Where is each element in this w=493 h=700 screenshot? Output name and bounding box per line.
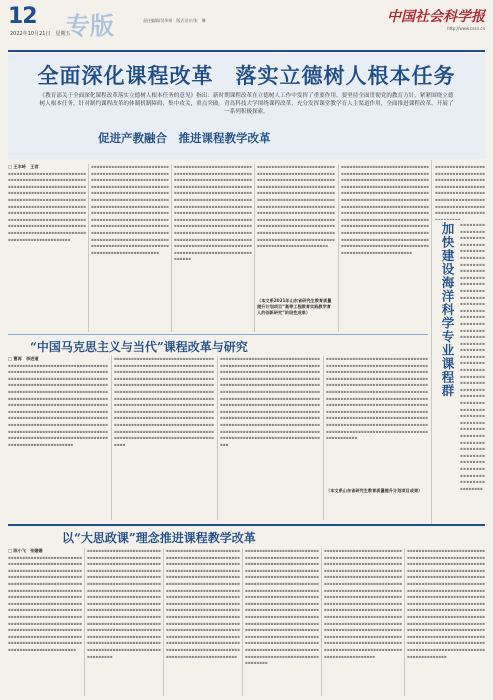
- column-rule: [163, 548, 164, 696]
- paper-url: http://www.cssn.cn: [447, 26, 485, 31]
- section-title: 专版: [66, 11, 114, 40]
- body-text-placeholder: ▪▪▪▪▪▪▪▪▪▪▪▪▪▪▪▪▪▪▪▪▪▪▪▪▪▪▪▪▪▪▪▪▪▪▪▪▪▪▪▪▪▪▪▪▪▪▪▪▪▪▪▪▪▪▪▪▪▪▪▪▪▪▪▪▪▪▪▪▪▪▪▪▪▪▪▪▪▪▪▪▪▪▪▪▪▪▪▪▪▪▪▪▪▪▪▪▪▪▪▪▪▪▪▪▪▪▪▪▪▪▪▪▪▪▪▪▪▪▪▪▪▪▪▪▪▪▪▪▪▪▪▪▪▪▪▪▪▪▪▪▪▪▪▪▪▪▪▪▪▪▪▪▪▪▪▪▪▪▪▪▪▪▪▪▪▪▪▪▪▪▪▪▪▪▪▪▪▪▪▪▪▪▪▪▪▪▪▪▪▪▪▪▪▪▪▪▪▪▪▪▪▪▪▪▪▪▪▪▪▪▪▪▪▪▪▪▪▪▪▪▪▪▪▪▪▪▪▪▪▪▪▪▪▪▪▪▪▪▪▪▪▪▪▪▪▪▪▪▪▪▪▪▪▪▪▪▪▪▪▪▪▪▪▪▪▪▪▪▪▪▪▪▪▪▪▪▪▪▪▪▪▪▪▪▪▪▪▪▪▪▪▪▪▪▪▪▪▪▪▪▪▪▪▪▪▪▪▪▪▪▪▪▪▪▪▪▪▪▪▪▪▪▪▪▪▪▪▪▪▪▪▪▪▪▪▪▪▪▪▪▪▪▪▪▪▪▪▪▪▪▪▪▪▪▪▪▪▪▪▪▪▪▪▪▪▪▪▪▪▪▪▪▪▪▪▪▪▪▪▪▪▪▪▪▪▪▪▪▪▪▪▪▪▪▪▪▪▪▪▪▪▪▪▪▪▪▪▪▪▪▪▪▪▪▪▪▪▪▪▪▪▪▪▪▪: [87, 548, 161, 659]
- article-3-col-5: [324, 548, 402, 696]
- article-1-fund-note: （本文系2021年山东省研究生教育质量提升计划项目“高等工程教育实践教学育人的创新研究”阶段性成果）: [257, 298, 332, 315]
- body-text-placeholder: ▪▪▪▪▪▪▪▪▪▪▪▪▪▪▪▪▪▪▪▪▪▪▪▪▪▪▪▪▪▪▪▪▪▪▪▪▪▪▪▪▪▪▪▪▪▪▪▪▪▪▪▪▪▪▪▪▪▪▪▪▪▪▪▪▪▪▪▪▪▪▪▪▪▪▪▪▪▪▪▪▪▪▪▪▪▪▪▪▪▪▪▪▪▪▪▪▪▪▪▪▪▪▪▪▪▪▪▪▪▪▪▪▪▪▪▪▪▪▪▪▪▪▪▪▪▪▪▪▪▪▪▪▪▪▪▪▪▪▪▪▪▪▪▪▪▪▪▪▪▪▪▪▪▪▪▪▪▪▪▪▪▪▪▪▪▪▪▪▪▪▪▪▪▪▪▪▪▪▪▪▪▪▪▪▪▪▪▪▪▪▪▪▪▪▪▪▪▪▪▪▪▪▪▪▪▪▪▪▪▪▪▪▪▪▪▪▪▪▪▪▪▪▪▪▪▪▪▪▪▪▪▪▪▪▪▪▪▪▪▪▪▪▪▪▪▪▪▪▪▪▪▪▪▪▪▪▪▪▪▪▪▪▪▪▪▪▪▪▪▪▪▪▪▪▪▪▪▪▪▪▪▪▪▪▪▪▪▪▪▪▪▪▪▪▪▪▪▪▪▪▪▪▪▪▪▪▪▪▪▪▪▪▪▪▪▪▪▪▪▪▪▪▪▪▪▪▪▪▪▪▪▪▪▪▪▪▪▪▪▪▪▪▪▪▪▪▪▪▪▪▪▪▪▪▪▪▪▪▪▪▪▪▪▪▪▪▪▪▪▪▪▪▪▪▪▪▪▪▪▪▪▪▪▪▪▪▪▪▪▪▪▪▪▪▪▪▪▪▪▪▪▪▪▪▪▪▪▪▪▪▪▪▪▪▪▪▪▪▪▪▪▪▪▪▪▪▪▪▪▪▪: [326, 356, 428, 441]
- editor-line: 责任编辑/吴华瑶 版式设计/张 琳: [143, 18, 206, 23]
- date-line: 2022年10月21日 星期五: [10, 31, 71, 37]
- article-1-col-4: [257, 164, 335, 296]
- body-text-placeholder: ▪▪▪▪▪▪▪▪▪▪▪▪▪▪▪▪▪▪▪▪▪▪▪▪▪▪▪▪▪▪▪▪▪▪▪▪▪▪▪▪▪▪▪▪▪▪▪▪▪▪▪▪▪▪▪▪▪▪▪▪▪▪▪▪▪▪▪▪▪▪▪▪▪▪▪▪▪▪▪▪▪▪▪▪▪▪▪▪▪▪▪▪▪▪▪▪▪▪▪▪▪▪▪▪▪▪▪▪▪▪▪▪▪▪▪▪▪▪▪▪▪▪▪▪▪▪▪▪▪▪▪▪▪▪▪▪▪▪▪▪▪▪▪▪▪▪▪▪▪▪▪▪▪▪▪▪▪▪▪▪▪▪▪▪▪▪▪▪▪▪▪▪▪▪▪▪▪▪▪▪▪▪▪▪▪▪▪▪▪▪▪▪▪▪▪▪▪▪▪▪▪▪▪▪▪▪▪▪▪▪▪▪▪▪▪▪▪▪▪▪▪▪▪▪▪▪▪▪▪▪▪▪▪▪▪▪▪▪▪▪▪▪▪▪▪▪▪▪▪▪▪▪▪▪▪▪▪▪▪▪▪▪▪▪▪▪▪▪▪▪▪▪▪▪▪▪▪▪▪▪▪▪▪▪▪▪▪▪▪▪▪▪▪▪▪▪▪▪▪▪▪▪▪▪▪▪▪▪▪▪▪▪▪▪▪▪▪▪▪▪▪▪▪▪▪▪▪▪▪▪▪▪▪▪▪▪▪▪▪▪▪▪▪▪▪▪▪▪▪▪▪▪▪▪▪▪▪▪▪▪▪▪▪▪▪▪▪▪▪▪▪▪▪▪▪: [91, 164, 169, 255]
- article-3-col-6: [407, 548, 485, 696]
- article-2-col-4: [326, 356, 428, 486]
- column-rule: [323, 356, 324, 520]
- body-text-placeholder: ▪▪▪▪▪▪▪▪▪▪▪▪▪▪▪▪▪▪▪▪▪▪▪▪▪▪▪▪▪▪▪▪▪▪▪▪▪▪▪▪▪▪▪▪▪▪▪▪▪▪▪▪▪▪▪▪▪▪▪▪▪▪▪▪▪▪▪▪▪▪▪▪▪▪▪▪▪▪▪▪▪▪▪▪▪▪▪▪▪▪▪▪▪▪▪▪▪▪▪▪▪▪▪▪▪▪▪▪▪▪▪▪▪▪▪▪▪▪▪▪▪▪▪▪▪▪▪▪▪▪▪▪▪▪▪▪▪▪▪▪▪▪▪▪▪▪▪▪▪▪▪▪▪▪▪▪▪▪▪▪▪▪▪▪▪▪▪▪▪▪▪▪▪▪▪▪▪▪▪▪▪▪▪▪▪▪▪▪▪▪▪▪▪▪▪▪▪▪▪▪▪▪▪▪▪▪▪▪▪▪▪▪▪▪▪▪▪▪▪▪▪▪▪▪▪▪▪▪▪▪▪▪▪▪▪▪▪▪▪▪▪▪▪▪▪▪▪▪▪▪▪▪▪▪▪▪▪▪▪▪▪▪▪▪▪▪▪▪▪▪▪▪▪▪▪▪▪▪▪▪▪▪▪▪▪▪▪▪▪▪▪▪▪▪▪▪▪▪▪▪▪▪▪▪▪▪▪▪▪▪▪▪▪▪▪▪▪▪▪▪▪▪▪▪▪▪▪▪▪▪▪▪▪▪▪▪▪▪▪▪▪▪▪▪▪▪▪▪▪▪▪▪▪▪▪▪▪▪▪▪▪▪▪▪▪▪▪▪▪▪▪▪▪▪▪▪▪▪▪▪▪▪▪▪▪▪▪▪▪▪▪▪▪▪▪▪▪▪▪▪▪▪▪▪▪▪▪▪▪▪▪▪▪▪▪▪▪▪▪▪▪▪▪▪▪▪▪▪▪▪▪▪▪▪▪▪▪▪▪▪▪▪▪▪▪▪▪▪▪▪: [245, 548, 319, 666]
- section-divider-bottom: [8, 524, 485, 526]
- article-1-col-2: [91, 164, 169, 332]
- body-text-placeholder: ▪▪▪▪▪▪▪▪▪▪▪▪▪▪▪▪▪▪▪▪▪▪▪▪▪▪▪▪▪▪▪▪▪▪▪▪▪▪▪▪▪▪▪▪▪▪▪▪▪▪▪▪▪▪▪▪▪▪▪▪▪▪▪▪▪▪▪▪▪▪▪▪▪▪▪▪▪▪▪▪▪▪▪▪▪▪▪▪▪▪▪▪▪▪▪▪▪▪▪▪▪▪▪▪▪▪▪▪▪▪▪▪▪▪▪▪▪▪▪▪▪▪▪▪▪▪▪▪▪▪▪▪▪▪▪▪▪▪▪▪▪▪▪▪▪: [435, 164, 485, 220]
- column-rule: [431, 160, 432, 524]
- side-article-headline: 加快建设海洋科学专业课程群: [440, 222, 455, 398]
- masthead: [8, 4, 485, 50]
- article-2-fund-note: （本文系山东省研究生教育质量提升计划项目成果）: [326, 488, 423, 493]
- paper-logo: 中国社会科学报: [387, 9, 485, 25]
- masthead-rule: [8, 50, 485, 52]
- body-text-placeholder: ▪▪▪▪▪▪▪▪▪▪▪▪▪▪▪▪▪▪▪▪▪▪▪▪▪▪▪▪▪▪▪▪▪▪▪▪▪▪▪▪▪▪▪▪▪▪▪▪▪▪▪▪▪▪▪▪▪▪▪▪▪▪▪▪▪▪▪▪▪▪▪▪▪▪▪▪▪▪▪▪▪▪▪▪▪▪▪▪▪▪▪▪▪▪▪▪▪▪▪▪▪▪▪▪▪▪▪▪▪▪▪▪▪▪▪▪▪▪▪▪▪▪▪▪▪▪▪▪▪▪▪▪▪▪▪▪▪▪▪▪▪▪▪▪▪▪▪▪▪▪▪▪▪▪▪▪▪▪▪▪▪▪▪▪▪▪▪▪▪▪▪▪▪▪▪▪▪▪▪▪▪▪▪▪▪▪▪▪▪▪▪▪▪▪▪▪▪▪▪▪▪▪▪▪▪▪▪▪▪▪▪▪▪▪▪▪▪▪▪▪▪▪▪▪▪▪▪▪▪▪▪▪▪▪▪▪▪▪▪▪▪▪▪▪▪▪▪▪▪▪▪▪▪▪▪▪▪▪▪▪▪▪▪▪▪▪▪▪▪▪▪▪▪▪▪▪▪▪▪▪▪▪▪▪▪▪▪▪▪▪▪▪▪▪▪▪▪▪▪▪▪▪▪▪▪▪▪▪▪▪▪▪▪▪▪▪▪▪▪▪▪▪▪▪▪▪▪▪▪▪▪▪▪▪▪▪▪▪▪▪▪▪▪▪▪▪▪▪▪▪▪▪▪▪▪▪▪▪▪▪▪▪▪▪▪▪▪▪▪▪▪▪▪▪▪▪▪▪▪▪▪▪▪▪▪▪▪▪▪▪▪▪▪▪▪▪▪▪▪▪▪▪▪▪▪▪▪▪▪▪▪▪▪▪▪▪▪▪▪▪▪▪▪▪▪▪▪▪: [341, 164, 429, 255]
- side-article-col: [460, 222, 485, 522]
- article-2-col-3: [220, 356, 320, 520]
- article-3-col-1: [8, 548, 82, 696]
- body-text-placeholder: ▪▪▪▪▪▪▪▪▪▪▪▪▪▪▪▪▪▪▪▪▪▪▪▪▪▪▪▪▪▪▪▪▪▪▪▪▪▪▪▪▪▪▪▪▪▪▪▪▪▪▪▪▪▪▪▪▪▪▪▪▪▪▪▪▪▪▪▪▪▪▪▪▪▪▪▪▪▪▪▪▪▪▪▪▪▪▪▪▪▪▪▪▪▪▪▪▪▪▪▪▪▪▪▪▪▪▪▪▪▪▪▪▪▪▪▪▪▪▪▪▪▪▪▪▪▪▪▪▪▪▪▪▪▪▪▪▪▪▪▪▪▪▪▪▪▪▪▪▪▪▪▪▪▪▪▪▪▪▪▪▪▪▪▪▪▪▪▪▪▪▪▪▪▪▪▪▪▪▪▪▪▪▪▪▪▪▪▪▪▪▪▪▪▪▪▪▪▪▪▪▪▪▪▪▪▪▪▪▪▪▪▪▪▪▪▪▪▪▪▪▪▪▪▪▪▪▪▪▪▪▪▪▪▪▪▪▪▪▪▪▪▪▪▪▪▪▪▪▪▪▪▪▪▪▪▪▪▪▪▪▪▪▪▪▪▪▪▪▪▪▪▪▪▪▪▪▪▪▪▪▪▪▪▪▪▪▪▪▪▪▪▪: [8, 170, 86, 242]
- column-rule: [111, 356, 112, 520]
- column-rule: [254, 164, 255, 332]
- article-1-col-1: [8, 164, 86, 332]
- article-1-headline: 促进产教融合 推进课程教学改革: [98, 131, 271, 145]
- hero-block: [8, 54, 485, 159]
- article-3-byline: □ 陈小飞 张姗姗: [8, 548, 43, 553]
- article-2-headline: “中国马克思主义与当代”课程改革与研究: [30, 340, 248, 354]
- column-rule: [171, 164, 172, 332]
- body-text-placeholder: ▪▪▪▪▪▪▪▪▪▪▪▪▪▪▪▪▪▪▪▪▪▪▪▪▪▪▪▪▪▪▪▪▪▪▪▪▪▪▪▪▪▪▪▪▪▪▪▪▪▪▪▪▪▪▪▪▪▪▪▪▪▪▪▪▪▪▪▪▪▪▪▪▪▪▪▪▪▪▪▪▪▪▪▪▪▪▪▪▪▪▪▪▪▪▪▪▪▪▪▪▪▪▪▪▪▪▪▪▪▪▪▪▪▪▪▪▪▪▪▪▪▪▪▪▪▪▪▪▪▪▪▪▪▪▪▪▪▪▪▪▪▪▪▪▪▪▪▪▪▪▪▪▪▪▪▪▪▪▪▪▪▪▪▪▪▪▪▪▪▪▪▪▪▪▪▪▪▪▪▪▪▪▪▪▪▪▪▪▪▪▪▪▪▪▪▪▪▪▪▪▪▪▪▪▪▪▪▪▪▪▪▪▪▪▪▪▪▪▪▪▪▪▪▪▪▪▪▪▪▪▪▪▪▪▪▪▪▪▪▪▪▪▪▪▪▪▪▪▪▪▪▪▪▪▪▪▪▪▪▪▪▪▪▪▪▪▪▪▪▪▪▪▪▪▪▪▪▪▪▪▪▪▪▪▪▪▪▪▪▪▪▪▪▪▪▪▪▪▪▪▪▪▪▪▪▪▪▪▪▪▪▪▪▪▪▪▪▪▪▪▪▪▪▪▪▪▪▪▪▪▪▪▪▪▪▪▪▪▪▪▪▪▪▪▪▪▪▪▪▪▪▪▪▪▪▪▪▪▪▪▪▪▪▪▪▪▪▪▪▪▪▪▪▪▪▪▪▪▪▪▪▪▪▪▪▪▪▪▪▪▪▪▪▪▪▪▪▪▪▪▪▪▪▪▪▪▪▪▪▪▪▪▪▪▪▪▪▪▪▪▪▪▪▪▪▪▪▪▪▪▪▪▪▪▪▪▪▪▪▪▪▪▪▪▪▪: [407, 548, 485, 659]
- column-rule: [338, 164, 339, 332]
- article-2-byline: □ 曹再 李进道: [8, 356, 39, 361]
- column-rule: [84, 548, 85, 696]
- article-2-col-1: [8, 356, 108, 520]
- body-text-placeholder: ▪▪▪▪▪▪▪▪▪▪▪▪▪▪▪▪▪▪▪▪▪▪▪▪▪▪▪▪▪▪▪▪▪▪▪▪▪▪▪▪▪▪▪▪▪▪▪▪▪▪▪▪▪▪▪▪▪▪▪▪▪▪▪▪▪▪▪▪▪▪▪▪▪▪▪▪▪▪▪▪▪▪▪▪▪▪▪▪▪▪▪▪▪▪▪▪▪▪▪▪▪▪▪▪▪▪▪▪▪▪▪▪▪▪▪▪▪▪▪▪▪▪▪▪▪▪▪▪▪▪▪▪▪▪▪▪▪▪▪▪▪▪▪▪▪▪▪▪▪▪▪▪▪▪▪▪▪▪▪▪▪▪▪▪▪▪▪▪▪▪▪▪▪▪▪▪▪▪▪▪▪▪▪▪▪▪▪▪▪▪▪▪▪▪▪▪▪▪▪▪▪▪▪▪▪▪▪▪▪▪▪▪▪▪▪▪▪▪▪▪▪▪▪▪▪▪▪▪▪▪▪▪▪▪▪▪▪▪▪▪▪▪▪▪▪▪▪▪▪▪▪▪▪▪▪▪▪▪▪▪▪▪▪▪▪▪▪▪▪▪▪▪▪▪▪▪▪▪▪▪▪▪▪▪▪▪▪▪▪▪▪▪▪▪▪▪▪▪▪▪▪▪▪▪▪▪▪▪▪▪▪▪▪▪▪▪▪▪▪▪▪▪▪▪▪▪▪▪▪▪▪▪▪▪▪▪▪▪▪▪▪▪▪▪▪▪▪▪▪▪▪▪▪▪▪▪▪▪▪▪▪▪▪▪▪▪▪▪▪▪▪▪▪▪▪▪▪▪▪▪▪▪▪▪▪▪▪▪: [8, 554, 82, 652]
- side-article-top-text: [435, 164, 485, 220]
- article-1-byline: □ 王丰岭 王君: [8, 164, 39, 169]
- article-3-col-3: [166, 548, 240, 696]
- body-text-placeholder: ▪▪▪▪▪▪▪▪▪▪▪▪▪▪▪▪▪▪▪▪▪▪▪▪▪▪▪▪▪▪▪▪▪▪▪▪▪▪▪▪▪▪▪▪▪▪▪▪▪▪▪▪▪▪▪▪▪▪▪▪▪▪▪▪▪▪▪▪▪▪▪▪▪▪▪▪▪▪▪▪▪▪▪▪▪▪▪▪▪▪▪▪▪▪▪▪▪▪▪▪▪▪▪▪▪▪▪▪▪▪▪▪▪▪▪▪▪▪▪▪▪▪▪▪▪▪▪▪▪▪▪▪▪▪▪▪▪▪▪▪▪▪▪▪▪▪▪▪▪▪▪▪▪▪▪▪▪▪▪▪▪▪▪▪▪▪▪▪▪▪▪▪▪▪▪▪▪▪▪▪▪▪▪▪▪▪▪▪▪▪▪▪▪▪▪▪▪▪▪▪▪▪▪▪▪▪▪▪▪▪▪▪▪▪▪▪▪▪▪▪▪▪▪▪▪▪▪▪▪▪▪▪▪▪▪▪▪▪▪▪▪▪▪▪▪▪▪▪▪▪▪▪▪▪▪▪▪▪▪▪▪▪▪▪▪▪▪▪▪▪▪▪▪▪▪▪▪▪▪▪▪▪▪▪▪▪▪▪▪▪▪▪▪▪▪▪▪▪▪▪▪▪▪▪▪▪▪▪▪▪▪▪▪▪▪▪▪▪▪▪▪▪▪▪▪▪▪▪▪▪▪▪▪▪▪▪▪▪▪▪▪▪▪▪▪▪▪▪▪▪▪▪▪▪▪▪▪▪▪▪▪▪▪▪▪▪▪▪▪▪▪▪▪▪▪▪▪▪▪▪▪▪▪▪▪▪▪▪▪▪▪▪▪▪▪▪▪▪▪▪▪▪▪▪▪▪▪▪▪▪▪▪▪▪▪▪▪▪▪▪▪▪▪▪▪▪▪▪▪▪▪▪▪▪▪▪▪▪▪▪▪▪▪▪▪▪▪▪▪▪▪▪▪▪▪▪▪▪▪: [114, 356, 214, 447]
- page-number: 12: [8, 4, 37, 29]
- body-text-placeholder: ▪▪▪▪▪▪▪▪▪▪▪▪▪▪▪▪▪▪▪▪▪▪▪▪▪▪▪▪▪▪▪▪▪▪▪▪▪▪▪▪▪▪▪▪▪▪▪▪▪▪▪▪▪▪▪▪▪▪▪▪▪▪▪▪▪▪▪▪▪▪▪▪▪▪▪▪▪▪▪▪▪▪▪▪▪▪▪▪▪▪▪▪▪▪▪▪▪▪▪▪▪▪▪▪▪▪▪▪▪▪▪▪▪▪▪▪▪▪▪▪▪▪▪▪▪▪▪▪▪▪▪▪▪▪▪▪▪▪▪▪▪▪▪▪▪▪▪▪▪▪▪▪▪▪▪▪▪▪▪▪▪▪▪▪▪▪▪▪▪▪▪▪▪▪▪▪▪▪▪▪▪▪▪▪▪▪▪▪▪▪▪▪▪▪▪▪▪▪▪▪▪▪▪▪▪▪▪▪▪▪▪▪▪▪▪▪▪▪▪▪▪▪▪▪▪▪▪▪▪▪▪▪▪▪▪▪▪▪▪▪▪▪▪▪▪▪▪▪▪▪▪▪▪▪▪▪▪▪▪▪▪▪▪▪▪▪▪▪▪▪▪▪▪▪▪▪▪▪▪▪▪▪▪▪▪▪▪▪▪▪▪▪▪▪▪▪▪▪▪▪▪▪▪▪▪▪▪▪▪▪▪▪▪▪▪▪▪▪▪▪▪▪▪▪▪▪▪▪▪▪▪▪▪▪▪▪▪▪▪▪▪▪▪▪▪▪▪▪▪▪▪▪▪▪▪▪▪▪▪▪▪▪▪▪▪▪▪▪▪▪▪▪▪▪▪▪▪▪▪▪▪▪▪▪: [174, 164, 252, 262]
- column-rule: [217, 356, 218, 520]
- article-3-headline: 以“大思政课”理念推进课程教学改革: [62, 531, 256, 545]
- body-text-placeholder: ▪▪▪▪▪▪▪▪▪▪▪▪▪▪▪▪▪▪▪▪▪▪▪▪▪▪▪▪▪▪▪▪▪▪▪▪▪▪▪▪▪▪▪▪▪▪▪▪▪▪▪▪▪▪▪▪▪▪▪▪▪▪▪▪▪▪▪▪▪▪▪▪▪▪▪▪▪▪▪▪▪▪▪▪▪▪▪▪▪▪▪▪▪▪▪▪▪▪▪▪▪▪▪▪▪▪▪▪▪▪▪▪▪▪▪▪▪▪▪▪▪▪▪▪▪▪▪▪▪▪▪▪▪▪▪▪▪▪▪▪▪▪▪▪▪▪▪▪▪▪▪▪▪▪▪▪▪▪▪▪▪▪▪▪▪▪▪▪▪▪▪▪▪▪▪▪▪▪▪▪▪▪▪▪▪▪▪▪▪▪▪▪▪▪▪▪▪▪▪▪▪▪▪▪▪▪▪▪▪▪▪▪▪▪▪▪▪▪▪▪▪▪▪▪▪▪▪▪▪▪▪▪▪▪▪▪▪▪▪▪▪▪▪▪▪▪▪▪▪▪▪▪▪▪▪▪▪▪▪▪▪▪▪▪▪▪▪▪▪▪▪▪▪▪▪▪▪▪▪▪▪▪▪▪▪▪▪▪▪▪▪▪▪▪▪▪▪▪▪▪▪▪▪▪▪▪▪▪▪▪▪▪▪▪▪▪▪▪▪▪▪▪▪▪▪▪▪▪▪▪▪▪▪▪▪▪▪▪▪▪▪▪▪▪▪▪▪▪▪: [257, 164, 335, 249]
- column-rule: [404, 548, 405, 696]
- lede-paragraph: 《教育部关于全面深化课程改革落实立德树人根本任务的意见》指出：新时期课程改革在立德树人工作中发挥了重要作用。要坚持全面贯彻党的教育方针，紧紧围绕立德树人根本任务，针对制约课程改革的体制机制障碍，集中攻关，重点突破。青岛科技大学围绕课程改革，充分发挥课堂教学育人主渠道作用，全面推进课程改革，开展了一系列积极探索。: [39, 93, 454, 115]
- body-text-placeholder: ▪▪▪▪▪▪▪▪▪▪▪▪▪▪▪▪▪▪▪▪▪▪▪▪▪▪▪▪▪▪▪▪▪▪▪▪▪▪▪▪▪▪▪▪▪▪▪▪▪▪▪▪▪▪▪▪▪▪▪▪▪▪▪▪▪▪▪▪▪▪▪▪▪▪▪▪▪▪▪▪▪▪▪▪▪▪▪▪▪▪▪▪▪▪▪▪▪▪▪▪▪▪▪▪▪▪▪▪▪▪▪▪▪▪▪▪▪▪▪▪▪▪▪▪▪▪▪▪▪▪▪▪▪▪▪▪▪▪▪▪▪▪▪▪▪▪▪▪▪▪▪▪▪▪▪▪▪▪▪▪▪▪▪▪▪▪▪▪▪▪▪▪▪▪▪▪▪▪▪▪▪▪▪▪▪▪▪▪▪▪▪▪▪▪▪▪▪▪▪▪▪▪▪▪▪▪▪▪▪▪▪▪▪▪▪▪▪▪▪▪▪▪▪▪▪▪▪▪▪▪▪▪▪▪▪▪▪▪▪▪▪▪▪▪▪▪▪▪▪▪▪▪▪▪▪▪▪▪▪▪▪▪▪▪▪▪▪▪▪▪▪▪▪▪▪▪▪▪▪▪▪▪▪▪▪▪▪▪▪▪▪▪▪▪▪▪▪▪▪▪▪▪▪▪▪▪▪▪▪▪▪▪▪▪▪▪▪▪▪▪▪▪▪▪▪▪▪▪▪▪▪▪▪▪▪▪▪▪▪▪▪▪▪▪▪▪▪▪▪▪▪▪▪▪▪▪▪▪▪▪▪▪▪▪▪▪▪▪▪▪▪▪▪▪▪▪▪▪▪▪▪▪▪▪▪▪▪▪▪▪▪▪▪▪▪▪▪▪▪▪▪▪▪▪▪▪▪▪▪▪▪▪▪▪▪▪▪▪▪▪▪▪▪▪▪▪▪▪▪▪▪▪▪▪▪▪▪▪▪▪▪▪▪▪▪▪▪▪▪▪: [324, 548, 402, 659]
- article-1-col-3: [174, 164, 252, 332]
- column-rule: [242, 548, 243, 696]
- article-3-col-2: [87, 548, 161, 696]
- section-divider: [8, 334, 428, 335]
- article-2-col-2: [114, 356, 214, 520]
- column-rule: [88, 164, 89, 332]
- body-text-placeholder: ▪▪▪▪▪▪▪▪▪▪▪▪▪▪▪▪▪▪▪▪▪▪▪▪▪▪▪▪▪▪▪▪▪▪▪▪▪▪▪▪▪▪▪▪▪▪▪▪▪▪▪▪▪▪▪▪▪▪▪▪▪▪▪▪▪▪▪▪▪▪▪▪▪▪▪▪▪▪▪▪▪▪▪▪▪▪▪▪▪▪▪▪▪▪▪▪▪▪▪▪▪▪▪▪▪▪▪▪▪▪▪▪▪▪▪▪▪▪▪▪▪▪▪▪▪▪▪▪▪▪▪▪▪▪▪▪▪▪▪▪▪▪▪▪▪▪▪▪▪▪▪▪▪▪▪▪▪▪▪▪▪▪▪▪▪▪▪▪▪▪▪▪▪▪▪▪▪▪▪▪▪▪▪▪▪▪▪▪▪▪▪▪▪▪▪▪▪▪▪▪▪▪▪▪▪▪▪▪▪▪▪▪▪▪▪▪▪▪▪▪▪▪▪▪▪▪▪▪▪▪▪▪▪▪▪▪▪▪▪▪▪▪▪▪▪▪▪▪▪▪▪▪▪▪▪▪▪▪▪▪▪▪▪▪▪▪▪▪▪▪▪▪▪▪▪▪▪▪▪▪▪▪▪▪▪▪▪▪▪▪▪▪▪▪▪▪▪▪▪▪▪▪▪▪▪▪▪▪▪▪▪▪▪▪▪▪▪▪▪▪▪▪▪▪▪▪▪▪▪▪▪▪▪▪▪▪▪▪▪▪▪▪▪▪▪▪▪▪▪▪▪▪▪▪▪▪▪▪▪▪▪▪▪▪▪▪▪▪▪▪▪▪▪▪▪▪▪▪▪▪▪▪▪▪▪▪▪▪▪▪▪▪▪▪▪▪▪▪▪▪▪▪▪▪▪▪▪▪▪▪▪▪▪▪▪▪▪▪▪▪▪▪▪▪▪▪▪▪▪▪▪▪▪▪▪▪▪▪▪▪▪▪▪: [8, 362, 108, 447]
- body-text-placeholder: ▪▪▪▪▪▪▪▪▪▪▪▪▪▪▪▪▪▪▪▪▪▪▪▪▪▪▪▪▪▪▪▪▪▪▪▪▪▪▪▪▪▪▪▪▪▪▪▪▪▪▪▪▪▪▪▪▪▪▪▪▪▪▪▪▪▪▪▪▪▪▪▪▪▪▪▪▪▪▪▪▪▪▪▪▪▪▪▪▪▪▪▪▪▪▪▪▪▪▪▪▪▪▪▪▪▪▪▪▪▪▪▪▪▪▪▪▪▪▪▪▪▪▪▪▪▪▪▪▪▪▪▪▪▪▪▪▪▪▪▪▪▪▪▪▪▪▪▪▪▪▪▪▪▪▪▪▪▪▪▪▪▪▪▪▪▪▪▪▪▪▪▪▪▪▪▪▪▪▪▪▪▪▪▪▪▪▪▪▪▪▪▪▪▪▪▪▪▪▪▪▪▪▪▪▪▪▪▪▪▪▪▪▪▪▪▪▪▪▪▪▪▪▪▪▪▪▪▪▪▪▪▪▪▪▪▪▪▪▪▪▪▪▪▪▪▪▪▪▪▪▪▪▪▪▪▪▪▪▪▪▪▪▪▪▪▪▪▪▪▪▪▪▪▪▪▪▪▪▪▪▪▪▪▪▪▪▪▪▪▪▪▪▪▪▪▪▪▪▪▪▪▪▪▪▪▪▪▪▪▪▪▪▪▪▪▪▪▪▪▪▪▪▪▪▪▪▪▪: [460, 222, 485, 491]
- column-rule: [321, 548, 322, 696]
- article-3-col-4: [245, 548, 319, 696]
- body-text-placeholder: ▪▪▪▪▪▪▪▪▪▪▪▪▪▪▪▪▪▪▪▪▪▪▪▪▪▪▪▪▪▪▪▪▪▪▪▪▪▪▪▪▪▪▪▪▪▪▪▪▪▪▪▪▪▪▪▪▪▪▪▪▪▪▪▪▪▪▪▪▪▪▪▪▪▪▪▪▪▪▪▪▪▪▪▪▪▪▪▪▪▪▪▪▪▪▪▪▪▪▪▪▪▪▪▪▪▪▪▪▪▪▪▪▪▪▪▪▪▪▪▪▪▪▪▪▪▪▪▪▪▪▪▪▪▪▪▪▪▪▪▪▪▪▪▪▪▪▪▪▪▪▪▪▪▪▪▪▪▪▪▪▪▪▪▪▪▪▪▪▪▪▪▪▪▪▪▪▪▪▪▪▪▪▪▪▪▪▪▪▪▪▪▪▪▪▪▪▪▪▪▪▪▪▪▪▪▪▪▪▪▪▪▪▪▪▪▪▪▪▪▪▪▪▪▪▪▪▪▪▪▪▪▪▪▪▪▪▪▪▪▪▪▪▪▪▪▪▪▪▪▪▪▪▪▪▪▪▪▪▪▪▪▪▪▪▪▪▪▪▪▪▪▪▪▪▪▪▪▪▪▪▪▪▪▪▪▪▪▪▪▪▪▪▪▪▪▪▪▪▪▪▪▪▪▪▪▪▪▪▪▪▪▪▪▪▪▪▪▪▪▪▪▪▪▪▪▪▪▪▪▪▪▪▪▪▪▪▪▪▪▪▪▪▪▪▪▪▪▪▪▪▪▪▪▪▪▪▪▪▪▪▪▪▪▪▪▪▪▪▪▪▪▪▪▪▪▪▪▪▪▪▪▪▪▪▪▪▪▪▪▪▪▪▪▪▪▪▪▪▪▪▪▪▪▪▪▪▪▪▪▪▪▪▪▪▪▪▪▪▪▪▪▪▪▪▪▪▪▪▪▪▪▪▪▪▪▪▪▪▪▪▪▪▪▪▪▪▪▪▪▪▪▪▪▪▪▪▪▪: [220, 356, 320, 447]
- article-1-col-5: [341, 164, 429, 332]
- main-headline: 全面深化课程改革 落实立德树人根本任务: [37, 63, 456, 88]
- body-text-placeholder: ▪▪▪▪▪▪▪▪▪▪▪▪▪▪▪▪▪▪▪▪▪▪▪▪▪▪▪▪▪▪▪▪▪▪▪▪▪▪▪▪▪▪▪▪▪▪▪▪▪▪▪▪▪▪▪▪▪▪▪▪▪▪▪▪▪▪▪▪▪▪▪▪▪▪▪▪▪▪▪▪▪▪▪▪▪▪▪▪▪▪▪▪▪▪▪▪▪▪▪▪▪▪▪▪▪▪▪▪▪▪▪▪▪▪▪▪▪▪▪▪▪▪▪▪▪▪▪▪▪▪▪▪▪▪▪▪▪▪▪▪▪▪▪▪▪▪▪▪▪▪▪▪▪▪▪▪▪▪▪▪▪▪▪▪▪▪▪▪▪▪▪▪▪▪▪▪▪▪▪▪▪▪▪▪▪▪▪▪▪▪▪▪▪▪▪▪▪▪▪▪▪▪▪▪▪▪▪▪▪▪▪▪▪▪▪▪▪▪▪▪▪▪▪▪▪▪▪▪▪▪▪▪▪▪▪▪▪▪▪▪▪▪▪▪▪▪▪▪▪▪▪▪▪▪▪▪▪▪▪▪▪▪▪▪▪▪▪▪▪▪▪▪▪▪▪▪▪▪▪▪▪▪▪▪▪▪▪▪▪▪▪▪▪▪▪▪▪▪▪▪▪▪▪▪▪▪▪▪▪▪▪▪▪▪▪▪▪▪▪▪▪▪▪▪▪▪▪▪▪▪▪▪▪▪▪▪▪▪▪▪▪▪▪▪▪▪▪▪▪▪▪▪▪▪▪▪▪▪▪▪▪▪▪▪▪▪▪▪▪▪▪▪▪▪▪▪▪▪▪▪▪▪▪▪▪▪▪▪▪▪▪▪▪▪▪▪▪▪▪▪▪▪▪▪▪▪▪▪▪▪▪▪▪▪▪▪▪▪▪▪▪▪▪▪▪▪▪▪▪▪▪▪▪▪▪▪▪▪▪▪▪: [166, 548, 240, 659]
